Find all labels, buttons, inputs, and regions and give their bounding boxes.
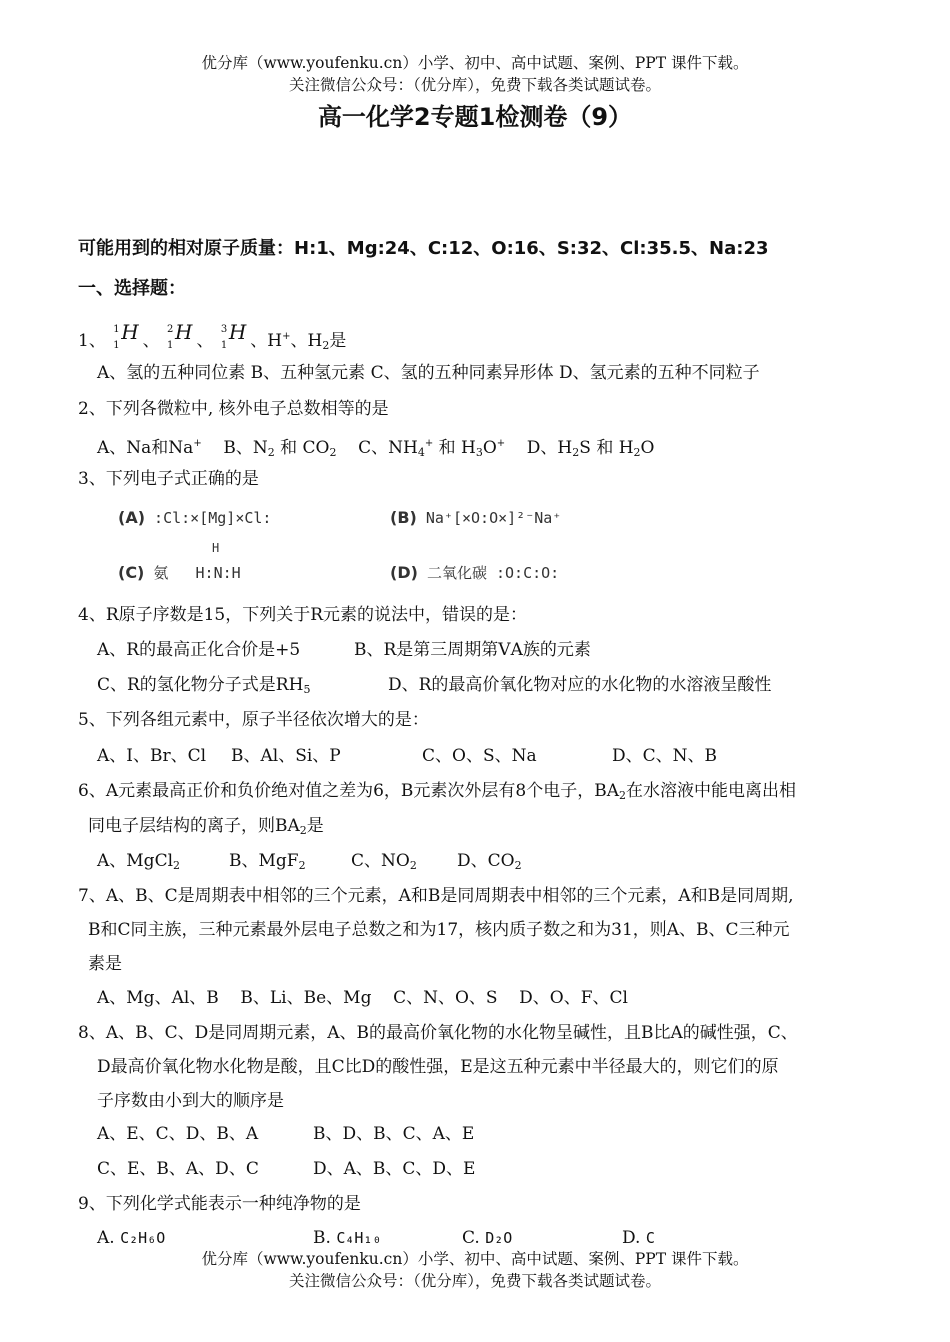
question-9-option-b: B. C₄H₁₀ [313,1228,382,1248]
header-line-2: 关注微信公众号：（优分库），免费下载各类试题试卷。 [288,76,661,94]
question-4-stem: 4、R原子序数是15，下列关于R元素的说法中，错误的是： [78,605,528,625]
question-4-option-d: D、R的最高价氧化物对应的水化物的水溶液呈酸性 [388,675,772,695]
isotope-h3: 3 1 H [220,320,247,351]
question-8-option-d: D、A、B、C、D、E [313,1159,476,1179]
question-1-stem: 1、 1 1 H 、 2 1 H 、 3 1 H 、H+、$H_2$是 [78,320,347,352]
question-5-stem: 5、下列各组元素中，原子半径依次增大的是： [78,710,429,730]
question-7-options: A、Mg、Al、B B、Li、Be、Mg C、N、O、S D、O、F、Cl [97,988,628,1008]
question-6-option-b: B、MgF$_2$ [229,851,306,872]
question-1-options: A、氢的五种同位素 B、五种氢元素 C、氢的五种同素异形体 D、氢元素的五种不同粒子 [97,363,760,383]
isotope-h1: 1 1 H [113,320,139,351]
footer-line-1: 优分库（www.youfenku.cn）小学、初中、高中试题、案例、PPT 课件下载。 [201,1250,749,1268]
question-8-option-b: B、D、B、C、A、E [313,1124,475,1144]
question-6-option-c: C、$NO_2$ [351,851,417,872]
option-d-electron-formula: (D) 二氧化碳 :O:C:O: [390,563,560,582]
question-9-stem: 9、下列化学式能表示一种纯净物的是 [78,1194,361,1214]
question-4-option-a: A、R的最高正化合价是+5 [97,640,301,660]
question-8-stem-1: 8、A、B、C、D是同周期元素，A、B的最高价氧化物的水化物呈碱性，且B比A的碱性强，C、 [78,1023,798,1043]
option-b-electron-formula: (B) Na⁺[×O:O×]²⁻Na⁺ [390,508,562,527]
question-5-option-c: C、O、S、Na [422,746,537,766]
question-3-stem: 3、下列电子式正确的是 [78,469,259,489]
question-8-stem-3: 子序数由小到大的顺序是 [97,1091,284,1111]
question-5-option-b: B、Al、Si、P [231,746,341,766]
atomic-masses: 可能用到的相对原子质量：H:1、Mg:24、C:12、O:16、S:32、Cl:35.5、Na:23 [78,238,769,259]
page-title: 高一化学2专题1检测卷（9） [317,103,633,131]
header-line-1: 优分库（www.youfenku.cn）小学、初中、高中试题、案例、PPT 课件下载。 [201,54,749,72]
question-6-option-a: A、MgCl$_2$ [97,851,181,872]
question-7-stem-1: 7、A、B、C是周期表中相邻的三个元素，A和B是同周期表中相邻的三个元素，A和B是同周期, [78,886,794,906]
question-6-stem-1: 6、A元素最高正价和负价绝对值之差为6，B元素次外层有8个电子，$BA_2$在水溶液中能电离出相 [78,781,796,802]
question-9-option-c: C. D₂O [462,1228,513,1248]
question-8-option-a: A、E、C、D、B、A [97,1124,259,1144]
question-6-stem-2: 同电子层结构的离子，则$BA_2$是 [88,816,324,837]
question-7-stem-2: B和C同主族，三种元素最外层电子总数之和为17，核内质子数之和为31，则A、B、C三种元 [88,920,790,940]
question-4-option-c: C、R的氢化物分子式是$RH_5$ [97,675,311,696]
question-2-options: A、Na和Na+ B、$N_2$ 和 $CO_2$ C、$NH_4^+$ 和 $H_3O^+$ D、$H_2S$ 和 $H_2O$ [97,438,655,459]
option-c-electron-formula: (C) 氨 H:N:H [118,563,241,582]
question-5-option-d: D、C、N、B [612,746,718,766]
question-9-option-a: A. C₂H₆O [97,1228,166,1248]
question-9-option-d: D. C [622,1228,655,1248]
question-8-option-c: C、E、B、A、D、C [97,1159,259,1179]
question-4-option-b: B、R是第三周期第ⅤA族的元素 [354,640,591,660]
question-7-stem-3: 素是 [88,954,122,974]
option-a-electron-formula: (A) :Cl:×[Mg]×Cl: [118,508,272,527]
question-5-option-a: A、I、Br、Cl [97,746,207,766]
footer-line-2: 关注微信公众号：（优分库），免费下载各类试题试卷。 [288,1272,661,1290]
option-c-top-h: H [212,541,220,555]
isotope-h2: 2 1 H [167,320,193,351]
question-2-stem: 2、下列各微粒中, 核外电子总数相等的是 [78,399,389,419]
question-6-option-d: D、$CO_2$ [457,851,522,872]
question-8-stem-2: D最高价氧化物水化物是酸，且C比D的酸性强，E是这五种元素中半径最大的，则它们的原 [97,1057,779,1077]
section-heading: 一、选择题： [78,278,186,299]
question-number: 1、 [78,331,106,351]
